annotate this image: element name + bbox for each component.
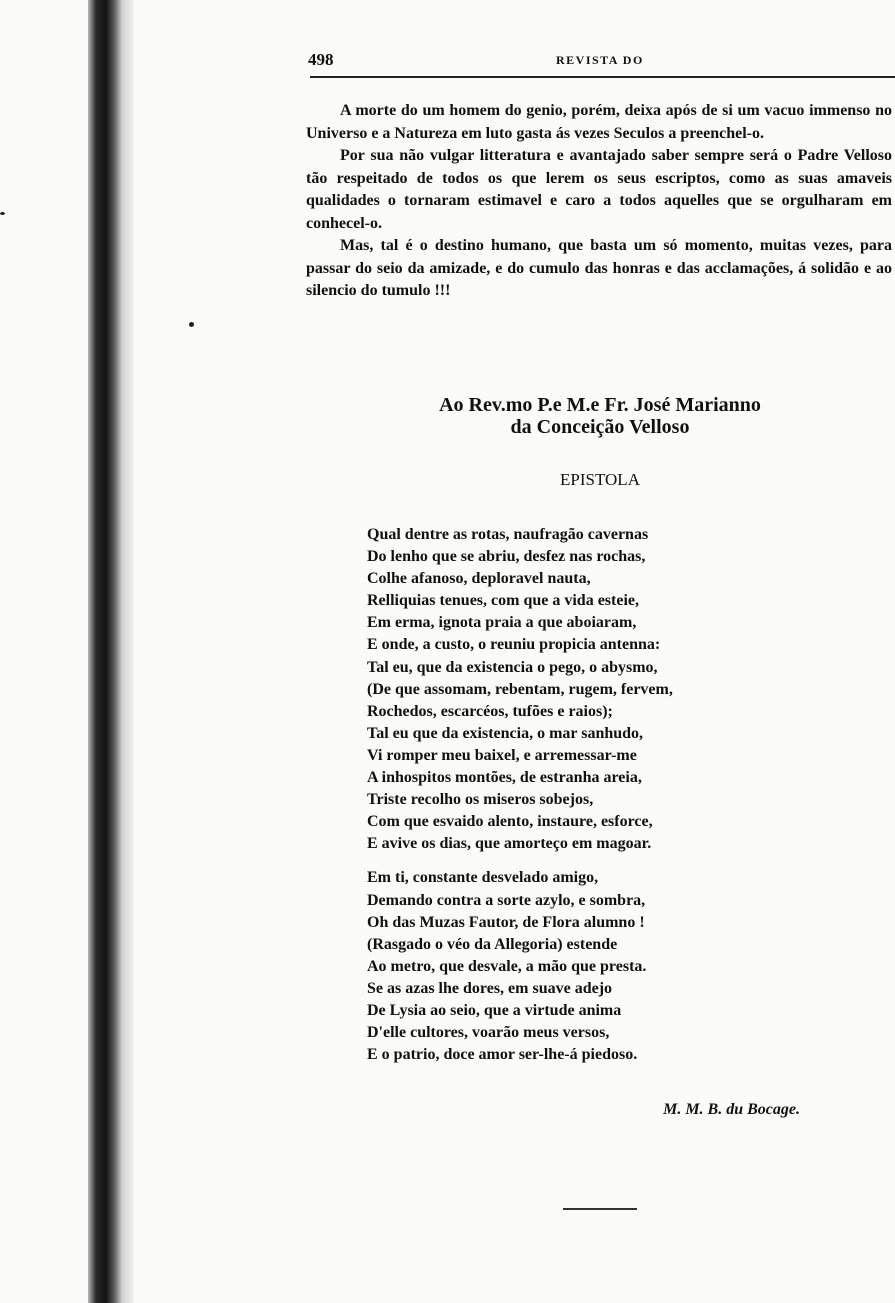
paragraph: A morte do um homem do genio, porém, deixa após de si um vacuo immenso no Universo e a Natureza em luto gasta ás vezes Seculos a preenchel-o. xyxy=(306,102,892,142)
verse-line: (Rasgado o véo da Allegoria) estende xyxy=(367,935,618,953)
stanza xyxy=(367,524,867,855)
verse-line: Ao metro, que desvale, a mão que presta. xyxy=(367,957,647,975)
signature: M. M. B. du Bocage. xyxy=(663,1101,800,1118)
verse-line: De Lysia ao seio, que a virtude anima xyxy=(367,1001,622,1019)
paragraph: Por sua não vulgar litteratura e avantajado saber sempre será o Padre Velloso tão respeitado de todos os que lerem os seus escriptos, como as suas amaveis qualidades o tornaram estimavel e caro a todos aquelles que se orgulharam em conhecel-o. xyxy=(306,147,892,232)
verse-line: Rochedos, escarcéos, tufões e raios); xyxy=(367,702,613,720)
verse-line: (De que assomam, rebentam, rugem, fervem, xyxy=(367,680,673,698)
verse-line: E onde, a custo, o reuniu propicia antenna: xyxy=(367,636,661,654)
header-rule xyxy=(310,76,895,78)
dedication-heading xyxy=(330,394,870,438)
book-spine-shadow xyxy=(88,0,134,1303)
verse-line: Tal eu que da existencia, o mar sanhudo, xyxy=(367,724,644,742)
poem-title: EPISTOLA xyxy=(560,470,640,489)
verse-line: Se as azas lhe dores, em suave adejo xyxy=(367,979,613,997)
running-head xyxy=(308,48,895,78)
verse-line: Em erma, ignota praia a que aboiaram, xyxy=(367,614,637,632)
end-rule xyxy=(563,1208,637,1210)
verse-line: A inhospitos montões, de estranha areia, xyxy=(367,769,642,787)
verse-line: Tal eu, que da existencia o pego, o abysmo, xyxy=(367,658,658,676)
prose-body xyxy=(306,100,892,303)
verse-line: Colhe afanoso, deploravel nauta, xyxy=(367,570,591,588)
verse-line: Com que esvaido alento, instaure, esforce, xyxy=(367,813,653,831)
verse-line: D'elle cultores, voarão meus versos, xyxy=(367,1024,610,1042)
page-number: 498 xyxy=(308,50,334,69)
verse-line: Demando contra a sorte azylo, e sombra, xyxy=(367,891,646,909)
ink-speck xyxy=(0,212,5,215)
dedication-line: da Conceição Velloso xyxy=(510,416,690,438)
paragraph: Mas, tal é o destino humano, que basta um só momento, muitas vezes, para passar do seio da amizade, e do cumulo das honras e das acclamações, á solidão e ao silencio do tumulo !!! xyxy=(306,237,892,299)
poem-body xyxy=(367,524,867,1078)
verse-line: Triste recolho os miseros sobejos, xyxy=(367,791,594,809)
ink-speck xyxy=(189,322,194,327)
stanza xyxy=(367,867,867,1066)
verse-line: Qual dentre as rotas, naufragão cavernas xyxy=(367,526,649,543)
verse-line: E avive os dias, que amorteço em magoar. xyxy=(367,835,652,853)
dedication-line: Ao Rev.mo P.e M.e Fr. José Marianno xyxy=(439,394,761,416)
verse-line: Do lenho que se abriu, desfez nas rochas, xyxy=(367,548,646,566)
verse-line: Oh das Muzas Fautor, de Flora alumno ! xyxy=(367,913,645,931)
verse-line: Vi romper meu baixel, e arremessar-me xyxy=(367,746,637,764)
verse-line: Relliquias tenues, com que a vida esteie, xyxy=(367,592,639,610)
verse-line: Em ti, constante desvelado amigo, xyxy=(367,869,599,887)
running-title: REVISTA DO xyxy=(556,53,644,67)
verse-line: E o patrio, doce amor ser-lhe-á piedoso. xyxy=(367,1046,638,1064)
